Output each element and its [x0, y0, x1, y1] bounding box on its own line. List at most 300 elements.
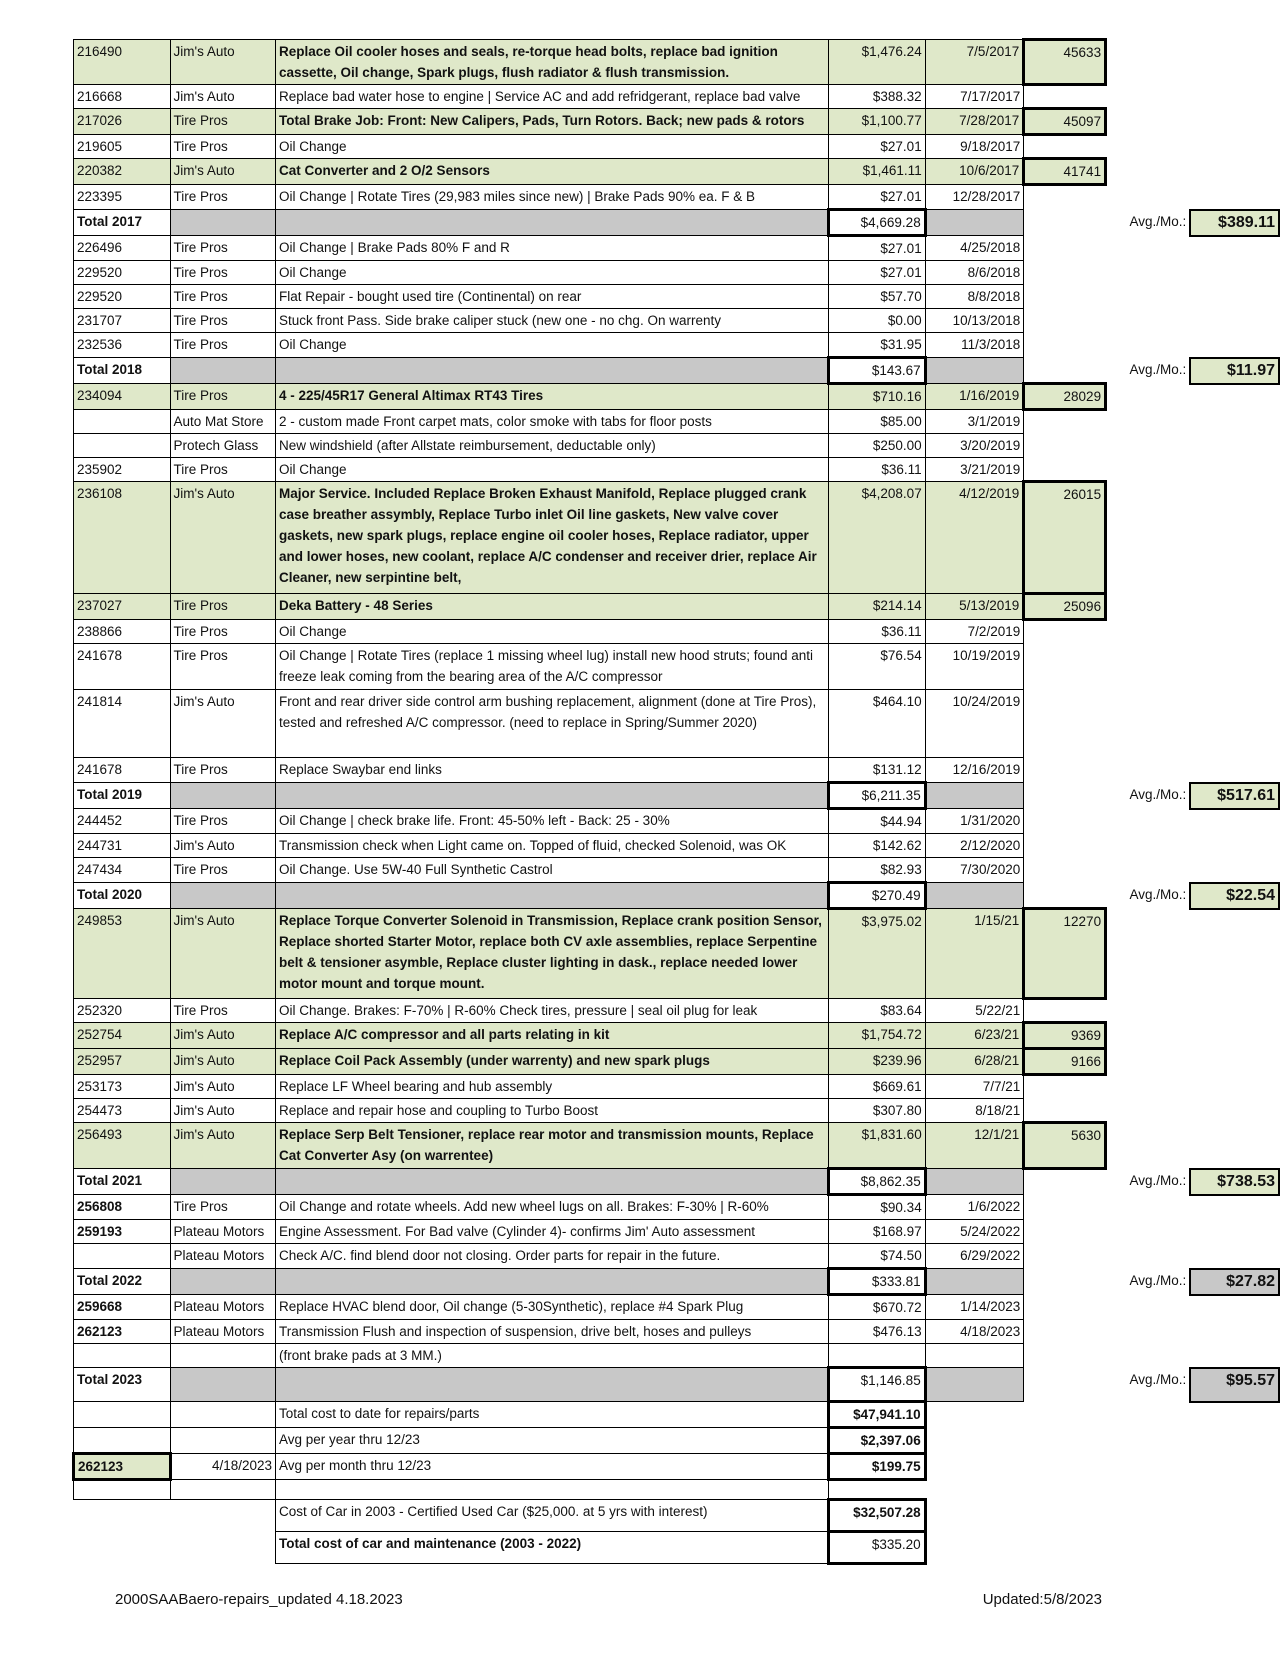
row-date: 12/1/21 [925, 1123, 1024, 1169]
blank-cell [925, 1480, 1024, 1500]
total-label: Total 2020 [74, 883, 171, 909]
row-cost: $1,754.72 [828, 1023, 925, 1049]
row-date: 7/30/2020 [925, 858, 1024, 883]
row-id: 229520 [74, 261, 171, 285]
summary-spacer [1190, 1428, 1279, 1454]
row-shop: Tire Pros [170, 285, 276, 309]
table-row [74, 1244, 1280, 1269]
row-spacer [1190, 285, 1279, 309]
row-date: 6/23/21 [925, 1023, 1024, 1049]
total-cost: $6,211.35 [828, 783, 925, 809]
total-cost: $143.67 [828, 358, 925, 384]
row-spacer [1106, 285, 1191, 309]
row-mileage [1024, 858, 1106, 883]
row-mileage: 9369 [1024, 1023, 1106, 1049]
row-spacer [1106, 434, 1191, 458]
total-desc-blank [276, 883, 829, 909]
spacer [1106, 1500, 1191, 1532]
row-cost: $388.32 [828, 85, 925, 109]
row-mileage [1024, 1244, 1106, 1269]
row-id: 241678 [74, 644, 171, 690]
total-shop-blank [170, 883, 276, 909]
row-id: 244452 [74, 809, 171, 834]
row-spacer [1106, 1123, 1191, 1169]
total-cost: $1,146.85 [828, 1368, 925, 1402]
summary-label: Total cost to date for repairs/parts [276, 1402, 829, 1428]
row-spacer [1190, 85, 1279, 109]
summary-row [74, 1454, 1280, 1480]
row-spacer [1190, 159, 1279, 185]
row-spacer [1190, 758, 1279, 783]
car-cost-row [74, 1500, 1280, 1532]
row-cost: $90.34 [828, 1195, 925, 1220]
summary-date: 4/18/2023 [170, 1454, 276, 1480]
row-mileage [1024, 1295, 1106, 1320]
summary-spacer [925, 1402, 1024, 1428]
table-row [74, 236, 1280, 261]
row-cost: $1,476.24 [828, 40, 925, 85]
row-spacer [1106, 1099, 1191, 1123]
summary-value: $2,397.06 [828, 1428, 925, 1454]
row-spacer [1106, 690, 1191, 758]
row-cost: $74.50 [828, 1244, 925, 1269]
row-spacer [1106, 1220, 1191, 1244]
row-date: 8/18/21 [925, 1099, 1024, 1123]
summary-date [170, 1428, 276, 1454]
table-row [74, 185, 1280, 210]
row-mileage [1024, 185, 1106, 210]
row-cost: $670.72 [828, 1295, 925, 1320]
spacer [925, 1532, 1024, 1564]
spacer [74, 1532, 171, 1564]
row-spacer [1190, 434, 1279, 458]
row-date: 7/7/21 [925, 1075, 1024, 1099]
row-date: 1/6/2022 [925, 1195, 1024, 1220]
row-description: Oil Change [276, 333, 829, 358]
row-mileage [1024, 458, 1106, 482]
row-description: Oil Change. Use 5W-40 Full Synthetic Castrol [276, 858, 829, 883]
row-spacer [1190, 690, 1279, 758]
row-cost [828, 1344, 925, 1368]
table-row [74, 1023, 1280, 1049]
row-spacer [1190, 620, 1279, 644]
row-spacer [1190, 834, 1279, 858]
summary-spacer [925, 1428, 1024, 1454]
total-date-blank [925, 1368, 1024, 1402]
row-spacer [1106, 135, 1191, 159]
row-cost: $82.93 [828, 858, 925, 883]
avg-per-month: $22.54 [1190, 883, 1279, 909]
row-description: Oil Change and rotate wheels. Add new wheel lugs on all. Brakes: F-30% | R-60% [276, 1195, 829, 1220]
row-id: 229520 [74, 285, 171, 309]
row-spacer [1106, 1244, 1191, 1269]
row-id: 217026 [74, 109, 171, 135]
total-cost: $270.49 [828, 883, 925, 909]
row-spacer [1106, 85, 1191, 109]
row-description: Transmission check when Light came on. Topped of fluid, checked Solenoid, was OK [276, 834, 829, 858]
row-mileage [1024, 834, 1106, 858]
row-spacer [1106, 644, 1191, 690]
row-mileage [1024, 1099, 1106, 1123]
total-date-blank [925, 358, 1024, 384]
row-mileage [1024, 690, 1106, 758]
table-row [74, 434, 1280, 458]
row-id [74, 410, 171, 434]
row-cost: $1,831.60 [828, 1123, 925, 1169]
total-desc-blank [276, 1368, 829, 1402]
row-shop: Jim's Auto [170, 909, 276, 999]
summary-row [74, 1428, 1280, 1454]
row-spacer [1190, 1244, 1279, 1269]
row-shop: Tire Pros [170, 236, 276, 261]
row-cost: $44.94 [828, 809, 925, 834]
row-id: 216668 [74, 85, 171, 109]
row-description: Oil Change [276, 261, 829, 285]
total-label: Total 2017 [74, 210, 171, 236]
summary-label: Avg per year thru 12/23 [276, 1428, 829, 1454]
row-spacer [1106, 909, 1191, 999]
table-row [74, 594, 1280, 620]
row-mileage [1024, 410, 1106, 434]
row-description: Replace Swaybar end links [276, 758, 829, 783]
row-description: Engine Assessment. For Bad valve (Cylinder 4)- confirms Jim' Auto assessment [276, 1220, 829, 1244]
row-shop: Tire Pros [170, 594, 276, 620]
row-spacer [1190, 858, 1279, 883]
row-date: 4/18/2023 [925, 1320, 1024, 1344]
row-spacer [1190, 236, 1279, 261]
row-date: 4/12/2019 [925, 482, 1024, 594]
row-date: 1/14/2023 [925, 1295, 1024, 1320]
footer-updated: Updated:5/8/2023 [982, 1591, 1102, 1608]
total-desc-blank [276, 1269, 829, 1295]
total-miles-blank [1024, 783, 1106, 809]
table-row [74, 620, 1280, 644]
row-cost: $0.00 [828, 309, 925, 333]
row-shop: Tire Pros [170, 109, 276, 135]
row-spacer [1190, 482, 1279, 594]
row-shop: Jim's Auto [170, 40, 276, 85]
row-description: Replace Coil Pack Assembly (under warrenty) and new spark plugs [276, 1049, 829, 1075]
row-shop: Jim's Auto [170, 1049, 276, 1075]
total-cost: $4,669.28 [828, 210, 925, 236]
row-spacer [1190, 384, 1279, 410]
table-row [74, 285, 1280, 309]
row-id: 252957 [74, 1049, 171, 1075]
row-cost: $307.80 [828, 1099, 925, 1123]
row-id [74, 1344, 171, 1368]
row-cost: $76.54 [828, 644, 925, 690]
avg-per-month: $517.61 [1190, 783, 1279, 809]
row-date: 9/18/2017 [925, 135, 1024, 159]
row-mileage: 28029 [1024, 384, 1106, 410]
row-spacer [1190, 458, 1279, 482]
total-shop-blank [170, 1269, 276, 1295]
row-spacer [1106, 1344, 1191, 1368]
row-shop: Plateau Motors [170, 1320, 276, 1344]
row-id: 232536 [74, 333, 171, 358]
row-spacer [1106, 410, 1191, 434]
row-shop: Jim's Auto [170, 1123, 276, 1169]
blank-cell [1190, 1480, 1279, 1500]
total-cost-row-value: $335.20 [828, 1532, 925, 1564]
row-spacer [1106, 309, 1191, 333]
row-date: 6/28/21 [925, 1049, 1024, 1075]
table-row [74, 482, 1280, 594]
table-row [74, 1123, 1280, 1169]
row-mileage [1024, 1220, 1106, 1244]
row-mileage [1024, 1195, 1106, 1220]
total-row [74, 1269, 1280, 1295]
total-shop-blank [170, 783, 276, 809]
table-row [74, 384, 1280, 410]
total-miles-blank [1024, 358, 1106, 384]
row-mileage [1024, 1075, 1106, 1099]
row-description: Replace and repair hose and coupling to Turbo Boost [276, 1099, 829, 1123]
row-cost: $464.10 [828, 690, 925, 758]
row-description: Replace LF Wheel bearing and hub assembly [276, 1075, 829, 1099]
row-description: Stuck front Pass. Side brake caliper stuck (new one - no chg. On warrenty [276, 309, 829, 333]
row-description: Transmission Flush and inspection of suspension, drive belt, hoses and pulleys [276, 1320, 829, 1344]
row-spacer [1106, 594, 1191, 620]
row-spacer [1106, 109, 1191, 135]
blank-cell [1024, 1480, 1106, 1500]
row-id: 256808 [74, 1195, 171, 1220]
row-description: Oil Change [276, 135, 829, 159]
row-spacer [1190, 909, 1279, 999]
row-shop: Tire Pros [170, 858, 276, 883]
spacer [1190, 1500, 1279, 1532]
avg-label: Avg./Mo.: [1129, 1371, 1187, 1387]
row-date: 3/1/2019 [925, 410, 1024, 434]
row-id: 256493 [74, 1123, 171, 1169]
total-date-blank [925, 783, 1024, 809]
row-spacer [1106, 858, 1191, 883]
row-spacer [1190, 1049, 1279, 1075]
table-row [74, 309, 1280, 333]
table-row [74, 809, 1280, 834]
blank-cell [74, 1480, 171, 1500]
row-date: 5/24/2022 [925, 1220, 1024, 1244]
avg-per-month: $11.97 [1190, 358, 1279, 384]
summary-spacer [1024, 1454, 1106, 1480]
avg-label: Avg./Mo.: [1129, 361, 1187, 377]
row-shop: Tire Pros [170, 333, 276, 358]
row-mileage [1024, 261, 1106, 285]
row-mileage [1024, 135, 1106, 159]
summary-spacer [1024, 1428, 1106, 1454]
table-row [74, 1295, 1280, 1320]
row-id: 220382 [74, 159, 171, 185]
row-spacer [1106, 333, 1191, 358]
car-cost-row-value: $32,507.28 [828, 1500, 925, 1532]
row-date: 8/8/2018 [925, 285, 1024, 309]
summary-id [74, 1402, 171, 1428]
total-miles-blank [1024, 1169, 1106, 1195]
total-label: Total 2022 [74, 1269, 171, 1295]
row-spacer [1190, 1023, 1279, 1049]
row-spacer [1190, 333, 1279, 358]
avg-per-month: $389.11 [1190, 210, 1279, 236]
row-spacer [1106, 40, 1191, 85]
row-shop: Jim's Auto [170, 159, 276, 185]
row-shop: Jim's Auto [170, 482, 276, 594]
row-mileage: 45097 [1024, 109, 1106, 135]
summary-spacer [1106, 1454, 1191, 1480]
row-id: 259193 [74, 1220, 171, 1244]
row-date: 7/5/2017 [925, 40, 1024, 85]
row-mileage [1024, 758, 1106, 783]
row-mileage [1024, 809, 1106, 834]
row-date: 10/13/2018 [925, 309, 1024, 333]
row-id: 219605 [74, 135, 171, 159]
row-mileage [1024, 1344, 1106, 1368]
row-date: 4/25/2018 [925, 236, 1024, 261]
row-cost: $131.12 [828, 758, 925, 783]
total-cost: $333.81 [828, 1269, 925, 1295]
row-description: Oil Change | Brake Pads 80% F and R [276, 236, 829, 261]
table-row [74, 999, 1280, 1023]
row-cost: $36.11 [828, 458, 925, 482]
row-shop: Jim's Auto [170, 1075, 276, 1099]
row-cost: $27.01 [828, 185, 925, 210]
row-mileage: 26015 [1024, 482, 1106, 594]
row-shop: Tire Pros [170, 758, 276, 783]
avg-label: Avg./Mo.: [1129, 886, 1187, 902]
row-cost: $476.13 [828, 1320, 925, 1344]
row-mileage: 12270 [1024, 909, 1106, 999]
summary-spacer [1190, 1454, 1279, 1480]
table-row [74, 1220, 1280, 1244]
repair-table [72, 38, 1280, 1565]
row-cost: $142.62 [828, 834, 925, 858]
row-spacer [1190, 410, 1279, 434]
table-row [74, 1320, 1280, 1344]
row-cost: $85.00 [828, 410, 925, 434]
table-row [74, 690, 1280, 758]
row-date: 10/19/2019 [925, 644, 1024, 690]
row-spacer [1190, 1220, 1279, 1244]
table-row [74, 1195, 1280, 1220]
row-cost: $83.64 [828, 999, 925, 1023]
row-spacer [1106, 999, 1191, 1023]
row-date: 10/6/2017 [925, 159, 1024, 185]
total-miles-blank [1024, 1368, 1106, 1402]
row-cost: $4,208.07 [828, 482, 925, 594]
blank-cell [1106, 1480, 1191, 1500]
total-miles-blank [1024, 1269, 1106, 1295]
row-id: 247434 [74, 858, 171, 883]
summary-spacer [1190, 1402, 1279, 1428]
row-date: 1/15/21 [925, 909, 1024, 999]
row-date: 3/20/2019 [925, 434, 1024, 458]
row-description: Oil Change. Brakes: F-70% | R-60% Check tires, pressure | seal oil plug for leak [276, 999, 829, 1023]
spacer [1024, 1500, 1106, 1532]
row-description: Cat Converter and 2 O/2 Sensors [276, 159, 829, 185]
row-spacer [1190, 1195, 1279, 1220]
spacer [925, 1500, 1024, 1532]
row-shop: Tire Pros [170, 261, 276, 285]
row-mileage [1024, 434, 1106, 458]
row-id: 253173 [74, 1075, 171, 1099]
table-row [74, 834, 1280, 858]
row-shop: Auto Mat Store [170, 410, 276, 434]
row-spacer [1190, 809, 1279, 834]
row-spacer [1190, 1295, 1279, 1320]
summary-spacer [1024, 1402, 1106, 1428]
summary-value: $47,941.10 [828, 1402, 925, 1428]
row-id [74, 434, 171, 458]
row-cost: $36.11 [828, 620, 925, 644]
total-shop-blank [170, 1368, 276, 1402]
row-date: 5/13/2019 [925, 594, 1024, 620]
row-shop: Plateau Motors [170, 1295, 276, 1320]
total-label: Total 2023 [74, 1368, 171, 1402]
row-spacer [1106, 758, 1191, 783]
total-desc-blank [276, 210, 829, 236]
row-date: 5/22/21 [925, 999, 1024, 1023]
row-spacer [1106, 834, 1191, 858]
blank-row [74, 1480, 1280, 1500]
row-shop: Jim's Auto [170, 690, 276, 758]
summary-date [170, 1402, 276, 1428]
table-row [74, 333, 1280, 358]
row-spacer [1190, 644, 1279, 690]
avg-per-month: $738.53 [1190, 1169, 1279, 1195]
summary-spacer [925, 1454, 1024, 1480]
row-spacer [1190, 1075, 1279, 1099]
row-shop: Tire Pros [170, 809, 276, 834]
row-cost: $669.61 [828, 1075, 925, 1099]
total-date-blank [925, 1269, 1024, 1295]
total-row [74, 358, 1280, 384]
row-date: 12/28/2017 [925, 185, 1024, 210]
row-description: Flat Repair - bought used tire (Continental) on rear [276, 285, 829, 309]
summary-row [74, 1402, 1280, 1428]
row-date: 12/16/2019 [925, 758, 1024, 783]
row-shop: Tire Pros [170, 309, 276, 333]
total-cost: $8,862.35 [828, 1169, 925, 1195]
row-shop: Protech Glass [170, 434, 276, 458]
row-shop: Jim's Auto [170, 834, 276, 858]
row-cost: $710.16 [828, 384, 925, 410]
row-description: Check A/C. find blend door not closing. Order parts for repair in the future. [276, 1244, 829, 1269]
row-mileage: 25096 [1024, 594, 1106, 620]
table-row [74, 858, 1280, 883]
row-spacer [1106, 1295, 1191, 1320]
summary-id [74, 1428, 171, 1454]
row-shop: Tire Pros [170, 999, 276, 1023]
row-spacer [1106, 236, 1191, 261]
total-label: Total 2019 [74, 783, 171, 809]
row-cost: $3,975.02 [828, 909, 925, 999]
row-date: 7/28/2017 [925, 109, 1024, 135]
row-date: 2/12/2020 [925, 834, 1024, 858]
spacer [170, 1500, 276, 1532]
row-description: Major Service. Included Replace Broken Exhaust Manifold, Replace plugged crank case breather assymbly, Replace Turbo inlet Oil line gaskets, New valve cover gaskets, new spark plugs, replace engine oil cooler hoses, Replace radiator, upper and lower hoses, new coolant, replace A/C condenser and receiver drier, replace Air Cleaner, new serpintine belt, [276, 482, 829, 594]
row-description: Replace bad water hose to engine | Service AC and add refridgerant, replace bad valve [276, 85, 829, 109]
total-row [74, 1169, 1280, 1195]
blank-cell [828, 1480, 925, 1500]
row-description: Oil Change [276, 458, 829, 482]
row-cost: $31.95 [828, 333, 925, 358]
total-row [74, 210, 1280, 236]
row-mileage [1024, 999, 1106, 1023]
row-spacer [1106, 482, 1191, 594]
row-date: 11/3/2018 [925, 333, 1024, 358]
row-mileage [1024, 309, 1106, 333]
total-row [74, 783, 1280, 809]
row-date: 7/17/2017 [925, 85, 1024, 109]
